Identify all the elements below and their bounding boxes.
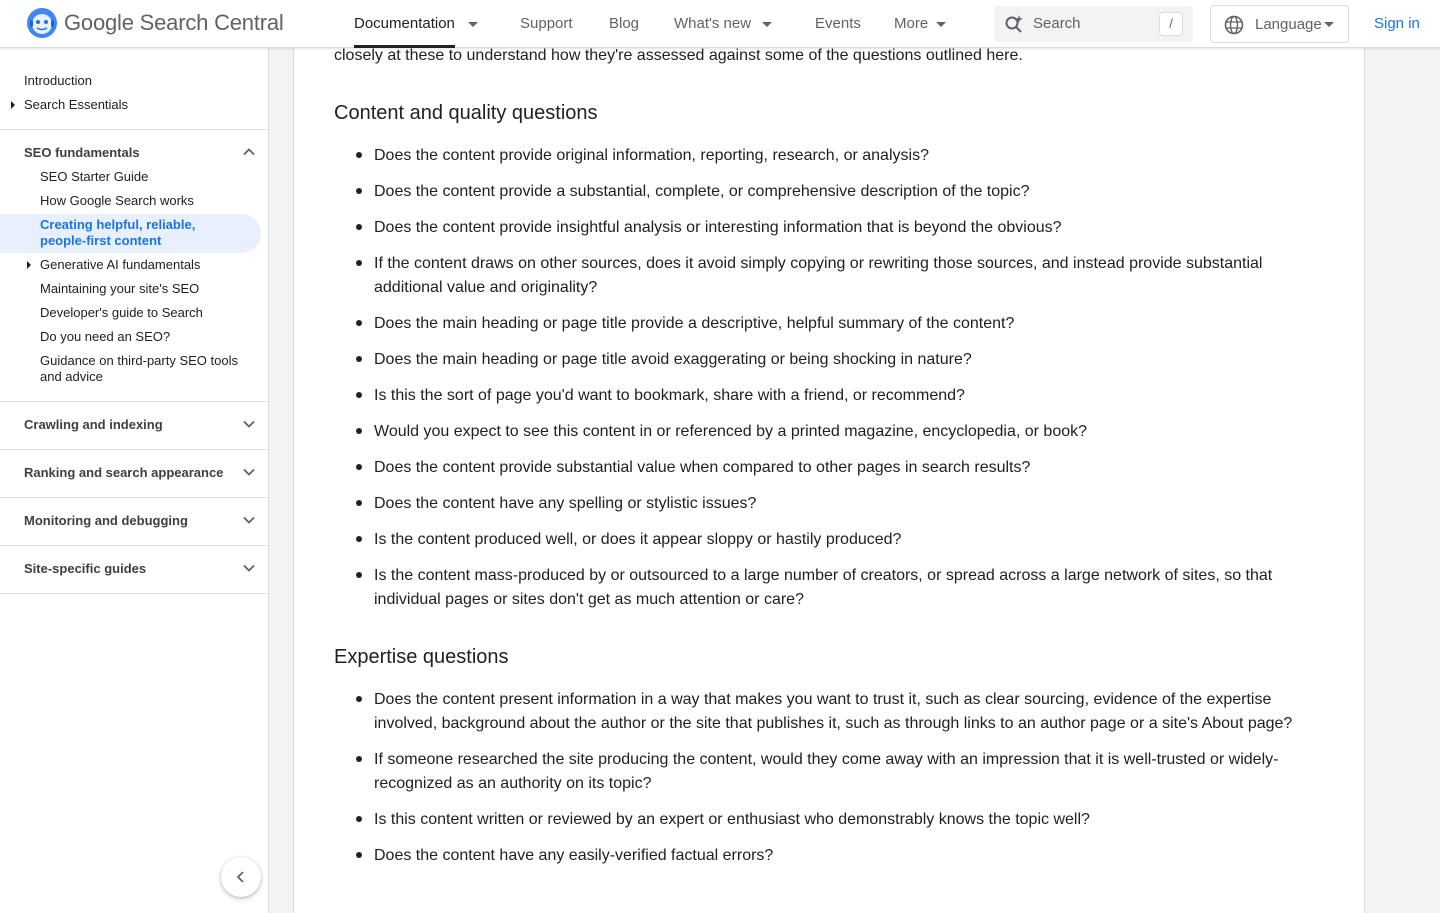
search-input[interactable]: [994, 6, 1193, 42]
chevron-down-icon[interactable]: [241, 560, 257, 576]
list-item: Does the main heading or page title provide a descriptive, helpful summary of the content?: [374, 315, 1015, 332]
bullet-dot: [356, 320, 362, 326]
list-item: Does the content provide insightful analysis or interesting information that is beyond the obvious?: [374, 219, 1062, 236]
bullet-dot: [356, 356, 362, 362]
list-item: If someone researched the site producing the content, would they come away with an impression that it is well-trusted or widely-recognized as an authority on its topic?: [374, 751, 1279, 792]
chevron-down-icon[interactable]: [241, 512, 257, 528]
sidebar-item-generative-ai[interactable]: Generative AI fundamentals: [40, 257, 201, 272]
bullet-dot: [356, 500, 362, 506]
article-body: [293, 48, 1365, 913]
bullet-dot: [356, 572, 362, 578]
tab-blog[interactable]: Blog: [609, 15, 640, 32]
active-tab-indicator: [354, 45, 455, 48]
list-item: If the content draws on other sources, does it avoid simply copying or rewriting those sources, and instead provide substantial additional value and originality?: [374, 255, 1263, 296]
chevron-left-icon: [233, 869, 249, 885]
list-item: Does the content present information in a way that makes you want to trust it, such as clear sourcing, evidence of the expertise involved, background about the author or the site that publishes it, such as through links to an author page or a site's About page?: [374, 691, 1293, 732]
sidebar-section-crawling[interactable]: Crawling and indexing: [24, 417, 163, 432]
bullet-dot: [356, 260, 362, 266]
expand-arrow-icon[interactable]: [27, 261, 31, 269]
bullet-dot: [356, 816, 362, 822]
sidebar-divider: [0, 497, 269, 498]
list-item: Does the main heading or page title avoid exaggerating or being shocking in nature?: [374, 351, 972, 368]
sidebar-item-seo-starter-guide[interactable]: SEO Starter Guide: [40, 169, 149, 184]
heading-content-quality: Content and quality questions: [334, 102, 598, 124]
sidebar-section-site-specific[interactable]: Site-specific guides: [24, 561, 147, 576]
whats-new-dropdown-icon[interactable]: [762, 22, 772, 27]
list-item: Does the content provide a substantial, complete, or comprehensive description of the topic?: [374, 183, 1030, 200]
sidebar-divider: [0, 401, 269, 402]
list-item: Does the content provide original information, reporting, research, or analysis?: [374, 147, 929, 164]
chevron-up-icon[interactable]: [241, 144, 257, 160]
heading-expertise: Expertise questions: [334, 646, 509, 668]
globe-icon: [1224, 15, 1244, 35]
language-selector[interactable]: [1210, 5, 1349, 43]
sidebar-item-introduction[interactable]: Introduction: [24, 73, 92, 88]
bullet-dot: [356, 188, 362, 194]
sidebar-divider: [0, 449, 269, 450]
list-item: Is this the sort of page you'd want to bookmark, share with a friend, or recommend?: [374, 387, 965, 404]
top-app-bar: [0, 0, 1440, 48]
sidebar-divider: [0, 545, 269, 546]
sidebar-item-search-essentials[interactable]: Search Essentials: [24, 97, 129, 112]
bullet-dot: [356, 428, 362, 434]
left-nav-sidebar: [0, 48, 269, 913]
bullet-dot: [356, 392, 362, 398]
tab-documentation[interactable]: [354, 0, 455, 48]
tab-whats-new[interactable]: What's new: [674, 15, 752, 32]
brand-title[interactable]: Google Search Central: [64, 10, 284, 35]
tab-more[interactable]: [894, 0, 946, 48]
tab-events[interactable]: Events: [815, 15, 861, 32]
bullet-dot: [356, 696, 362, 702]
sidebar-item-developers-guide[interactable]: Developer's guide to Search: [40, 305, 203, 320]
language-label: Language: [1255, 16, 1322, 33]
sidebar-section-ranking[interactable]: Ranking and search appearance: [24, 465, 224, 480]
bullet-dot: [356, 464, 362, 470]
sidebar-item-helpful-content[interactable]: Creating helpful, reliable, people-first content: [40, 217, 196, 248]
list-item: Is the content mass-produced by or outsourced to a large number of creators, or spread across a large network of sites, so that individual pages or sites don't get as much attention or care?: [374, 567, 1273, 608]
chevron-down-icon[interactable]: [241, 464, 257, 480]
search-placeholder: Search: [1033, 15, 1081, 32]
tab-documentation-label: Documentation: [354, 15, 455, 32]
sidebar-section-monitoring[interactable]: Monitoring and debugging: [24, 513, 188, 528]
sidebar-item-need-an-seo[interactable]: Do you need an SEO?: [40, 329, 171, 344]
more-dropdown-icon: [936, 22, 946, 27]
tab-support[interactable]: Support: [520, 15, 573, 32]
sidebar-section-seo-fundamentals[interactable]: SEO fundamentals: [24, 145, 140, 160]
sign-in-button[interactable]: Sign in: [1374, 15, 1420, 32]
list-item: Does the content have any easily-verified factual errors?: [374, 847, 774, 864]
expand-arrow-icon[interactable]: [11, 101, 15, 109]
search-spark-icon: [1004, 14, 1024, 34]
sidebar-item-maintaining-seo[interactable]: Maintaining your site's SEO: [40, 281, 200, 296]
documentation-dropdown-icon[interactable]: [468, 22, 478, 27]
sidebar-divider: [0, 129, 269, 130]
bullet-dot: [356, 152, 362, 158]
list-item: Would you expect to see this content in or referenced by a printed magazine, encyclopedia, or book?: [374, 423, 1088, 440]
search-central-logo-icon[interactable]: [26, 7, 58, 39]
list-item: Is this content written or reviewed by an expert or enthusiast who demonstrably knows the topic well?: [374, 811, 1090, 828]
bullet-dot: [356, 224, 362, 230]
sidebar-item-third-party-tools[interactable]: Guidance on third-party SEO tools and advice: [40, 353, 238, 384]
bullet-dot: [356, 852, 362, 858]
list-item: Does the content have any spelling or stylistic issues?: [374, 495, 757, 512]
collapse-sidebar-button[interactable]: [221, 857, 261, 897]
bullet-dot: [356, 756, 362, 762]
language-dropdown-icon: [1324, 22, 1334, 27]
list-item: Is the content produced well, or does it appear sloppy or hastily produced?: [374, 531, 902, 548]
bullet-dot: [356, 536, 362, 542]
sidebar-divider: [0, 593, 269, 594]
tab-more-label: More: [894, 15, 929, 32]
sidebar-item-how-search-works[interactable]: How Google Search works: [40, 193, 194, 208]
search-shortcut-key: /: [1159, 12, 1183, 36]
paragraph-fragment: closely at these to understand how they're assessed against some of the questions outlined here.: [334, 48, 1023, 64]
list-item: Does the content provide substantial value when compared to other pages in search results?: [374, 459, 1031, 476]
chevron-down-icon[interactable]: [241, 416, 257, 432]
